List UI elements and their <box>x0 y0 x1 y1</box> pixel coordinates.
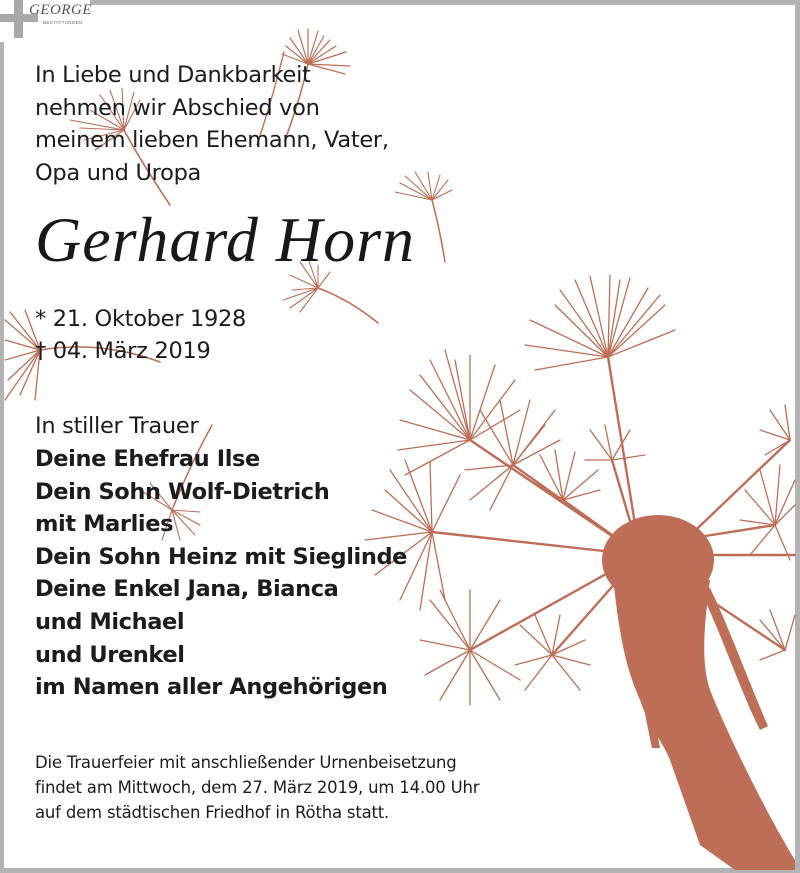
mourner-line: und Michael <box>35 608 185 635</box>
mourner-line: Deine Enkel Jana, Bianca <box>35 576 339 603</box>
death-date: † 04. März 2019 <box>35 338 211 364</box>
intro-text <box>35 59 389 189</box>
service-details <box>35 750 479 825</box>
intro-line: meinem lieben Ehemann, Vater, <box>35 127 389 153</box>
intro-line: Opa und Uropa <box>35 159 202 186</box>
intro-line: nehmen wir Abschied von <box>35 94 320 121</box>
mourner-line: im Namen aller Angehörigen <box>35 674 388 701</box>
dandelion-stalk-icon <box>602 515 795 870</box>
service-line: Die Trauerfeier mit anschließender Urnenbeisetzung <box>35 753 457 772</box>
mourner-line: mit Marlies <box>35 511 174 538</box>
deceased-name: Gerhard Horn <box>35 204 416 275</box>
mourner-line: Dein Sohn Wolf-Dietrich <box>35 478 330 505</box>
birth-date: * 21. Oktober 1928 <box>35 306 247 332</box>
life-dates <box>35 303 246 367</box>
logo-subtitle: BESTATTUNGEN <box>43 20 83 25</box>
service-line: findet am Mittwoch, dem 27. März 2019, um 14.00 Uhr <box>35 778 480 797</box>
mourner-line: Dein Sohn Heinz mit Sieglinde <box>35 543 408 570</box>
mourners-list <box>35 443 407 704</box>
intro-line: In Liebe und Dankbarkeit <box>35 62 311 88</box>
mourning-lead: In stiller Trauer <box>35 413 199 439</box>
service-line: auf dem städtischen Friedhof in Rötha statt. <box>35 803 390 822</box>
logo-name: GEORGE <box>29 2 92 18</box>
mourner-line: Deine Ehefrau Ilse <box>35 446 260 472</box>
mourner-line: und Urenkel <box>35 641 185 668</box>
